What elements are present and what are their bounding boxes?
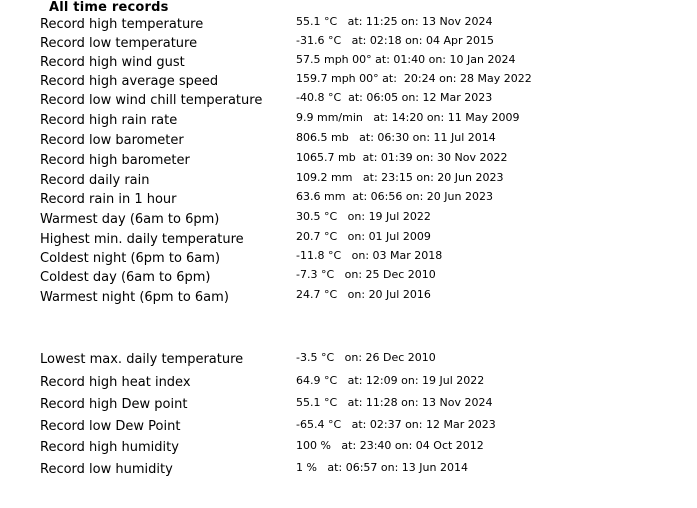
record-label: Record high barometer — [40, 153, 190, 168]
record-label: Lowest max. daily temperature — [40, 352, 244, 367]
record-row-high-humidity — [0, 438, 697, 458]
record-label: Coldest night (6pm to 6am) — [40, 251, 221, 266]
record-value: 63.6 mm at: 06:56 on: 20 Jun 2023 — [296, 190, 493, 203]
record-row-low-humidity — [0, 460, 697, 480]
record-value: -65.4 °C at: 02:37 on: 12 Mar 2023 — [296, 418, 496, 431]
record-row-warmest-day — [0, 210, 697, 230]
record-row-lowest-max-daily — [0, 350, 697, 370]
record-value: 57.5 mph 00° at: 01:40 on: 10 Jan 2024 — [296, 53, 516, 66]
record-label: Record high humidity — [40, 440, 179, 455]
record-value: 109.2 mm at: 23:15 on: 20 Jun 2023 — [296, 171, 504, 184]
record-value: -31.6 °C at: 02:18 on: 04 Apr 2015 — [296, 34, 494, 47]
record-label: Warmest night (6pm to 6am) — [40, 290, 229, 305]
record-label: Warmest day (6am to 6pm) — [40, 212, 220, 227]
record-row-high-heat-index — [0, 373, 697, 393]
record-row-high-average-speed — [0, 72, 697, 92]
record-value: 20.7 °C on: 01 Jul 2009 — [296, 230, 431, 243]
record-row-high-barometer — [0, 151, 697, 171]
record-label: Record low temperature — [40, 36, 198, 51]
record-value: -7.3 °C on: 25 Dec 2010 — [296, 268, 436, 281]
record-row-high-dew-point — [0, 395, 697, 415]
record-row-coldest-day — [0, 268, 697, 288]
record-value: 159.7 mph 00° at: 20:24 on: 28 May 2022 — [296, 72, 532, 85]
record-value: -11.8 °C on: 03 Mar 2018 — [296, 249, 443, 262]
record-label: Coldest day (6am to 6pm) — [40, 270, 211, 285]
page-title: All time records — [49, 0, 169, 15]
record-label: Record daily rain — [40, 173, 150, 188]
record-row-low-barometer — [0, 131, 697, 151]
record-label: Record high average speed — [40, 74, 219, 89]
record-label: Record high temperature — [40, 17, 204, 32]
record-row-high-wind-gust — [0, 53, 697, 73]
record-label: Record low barometer — [40, 133, 184, 148]
record-label: Highest min. daily temperature — [40, 232, 244, 247]
record-label: Record high Dew point — [40, 397, 188, 412]
record-row-coldest-night — [0, 249, 697, 269]
record-value: -3.5 °C on: 26 Dec 2010 — [296, 351, 436, 364]
record-row-low-temperature — [0, 34, 697, 54]
record-row-warmest-night — [0, 288, 697, 308]
record-row-rain-1-hour — [0, 190, 697, 210]
record-value: 64.9 °C at: 12:09 on: 19 Jul 2022 — [296, 374, 485, 387]
record-row-daily-rain — [0, 171, 697, 191]
record-label: Record low humidity — [40, 462, 173, 477]
record-label: Record high wind gust — [40, 55, 185, 70]
record-value: 100 % at: 23:40 on: 04 Oct 2012 — [296, 439, 484, 452]
record-row-low-dew-point — [0, 417, 697, 437]
record-label: Record high heat index — [40, 375, 191, 390]
record-row-highest-min-daily — [0, 230, 697, 250]
record-value: 806.5 mb at: 06:30 on: 11 Jul 2014 — [296, 131, 496, 144]
record-value: 9.9 mm/min at: 14:20 on: 11 May 2009 — [296, 111, 520, 124]
record-value: 1 % at: 06:57 on: 13 Jun 2014 — [296, 461, 468, 474]
record-label: Record low Dew Point — [40, 419, 181, 434]
record-value: 55.1 °C at: 11:28 on: 13 Nov 2024 — [296, 396, 493, 409]
record-label: Record rain in 1 hour — [40, 192, 177, 207]
record-value: 24.7 °C on: 20 Jul 2016 — [296, 288, 431, 301]
record-value: -40.8 °C at: 06:05 on: 12 Mar 2023 — [296, 91, 493, 104]
record-value: 55.1 °C at: 11:25 on: 13 Nov 2024 — [296, 15, 493, 28]
record-row-high-temperature — [0, 15, 697, 35]
record-label: Record high rain rate — [40, 113, 178, 128]
record-row-high-rain-rate — [0, 111, 697, 131]
record-value: 1065.7 mb at: 01:39 on: 30 Nov 2022 — [296, 151, 508, 164]
record-row-low-wind-chill — [0, 91, 697, 111]
record-label: Record low wind chill temperature — [40, 93, 263, 108]
record-value: 30.5 °C on: 19 Jul 2022 — [296, 210, 431, 223]
